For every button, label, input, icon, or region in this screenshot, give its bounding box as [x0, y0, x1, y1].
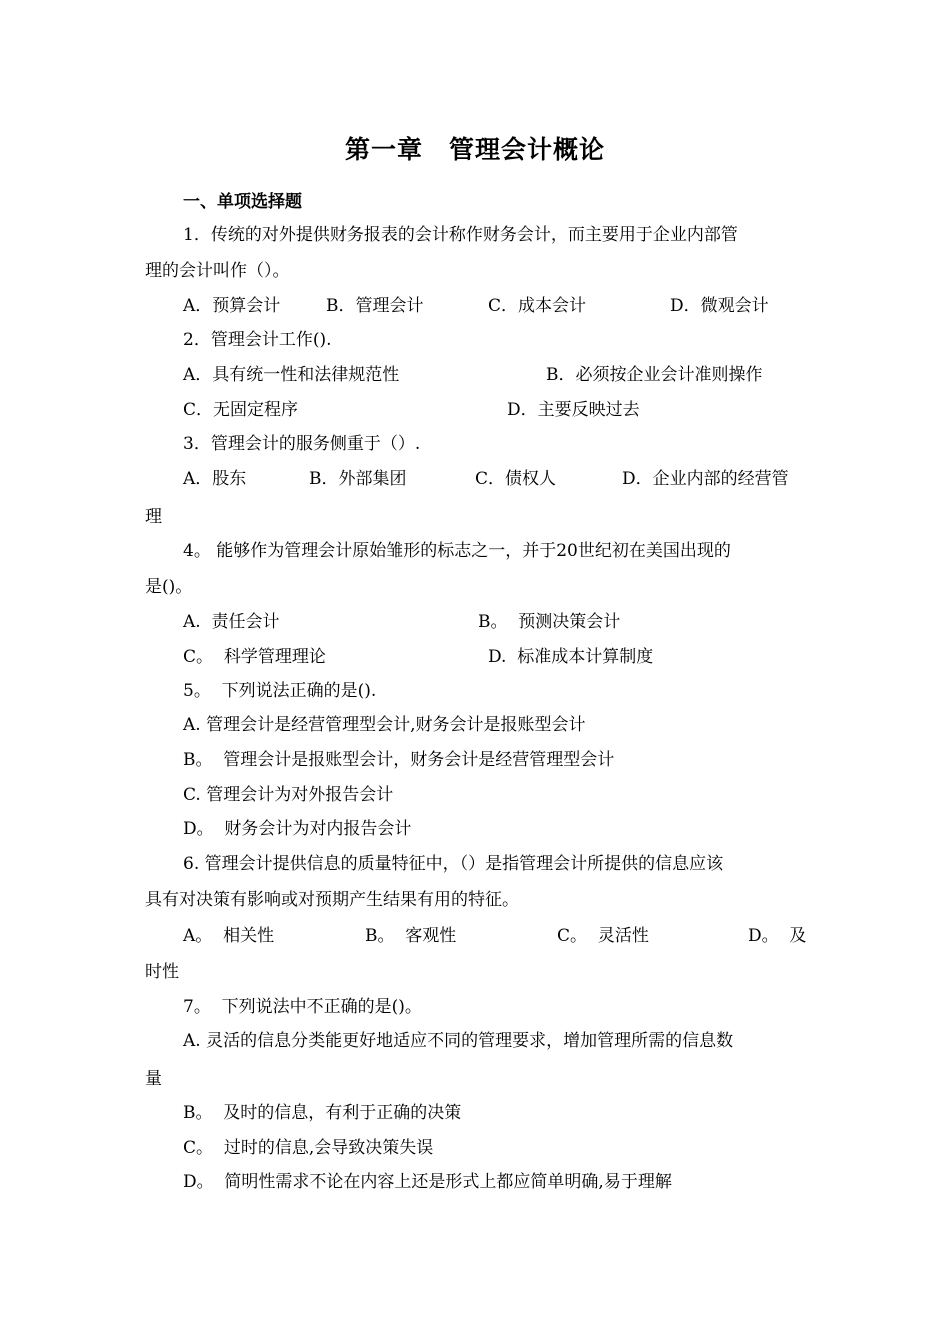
question-6-option-d: D。 及	[748, 926, 807, 946]
question-1-option-b: B．管理会计	[326, 296, 424, 316]
question-3-text: 3．管理会计的服务侧重于（）.	[183, 434, 421, 454]
question-5-option-d: D。 财务会计为对内报告会计	[183, 819, 412, 839]
question-7-option-c: C。 过时的信息,会导致决策失误	[183, 1138, 434, 1158]
question-1-option-d: D．微观会计	[670, 296, 769, 316]
question-3-option-d: D．企业内部的经营管	[622, 469, 789, 489]
question-3-option-b: B．外部集团	[309, 469, 407, 489]
question-2-option-b: B．必须按企业会计准则操作	[546, 365, 763, 385]
question-4-option-b: B。 预测决策会计	[478, 612, 621, 632]
question-4-option-d: D. 标准成本计算制度	[488, 647, 654, 667]
question-1-option-a: A．预算会计	[183, 296, 281, 316]
question-7-text: 7。 下列说法中不正确的是()。	[183, 997, 422, 1017]
question-1-text-cont: 理的会计叫作（）。	[145, 261, 290, 281]
question-5-option-b: B。 管理会计是报账型会计，财务会计是经营管理型会计	[183, 750, 615, 770]
question-4-text-cont: 是()。	[145, 577, 193, 597]
question-4-option-a: A. 责任会计	[183, 612, 280, 632]
question-7-option-a: A. 灵活的信息分类能更好地适应不同的管理要求，增加管理所需的信息数	[183, 1031, 734, 1051]
question-1-text: 1．传统的对外提供财务报表的会计称作财务会计，而主要用于企业内部管	[183, 225, 738, 245]
page-title: 第一章 管理会计概论	[344, 135, 605, 164]
question-6-text: 6. 管理会计提供信息的质量特征中，（）是指管理会计所提供的信息应该	[183, 854, 724, 874]
question-3-option-c: C．债权人	[475, 469, 557, 489]
question-6-text-cont: 具有对决策有影响或对预期产生结果有用的特征。	[145, 890, 519, 910]
question-3-option-d-cont: 理	[145, 507, 162, 527]
question-7-option-b: B。 及时的信息，有利于正确的决策	[183, 1103, 462, 1123]
question-6-option-a: A。 相关性	[183, 926, 275, 946]
question-3-option-a: A．股东	[183, 469, 247, 489]
question-5-option-c: C. 管理会计为对外报告会计	[183, 785, 394, 805]
question-6-option-b: B。 客观性	[365, 926, 457, 946]
question-1-option-c: C．成本会计	[488, 296, 587, 316]
question-2-option-c: C．无固定程序	[183, 400, 299, 420]
question-4-option-c: C。 科学管理理论	[183, 647, 326, 667]
question-6-option-d-cont: 时性	[145, 962, 179, 982]
question-7-option-a-cont: 量	[145, 1069, 162, 1089]
question-2-option-a: A．具有统一性和法律规范性	[183, 365, 400, 385]
question-5-text: 5。 下列说法正确的是().	[183, 681, 377, 701]
question-2-text: 2．管理会计工作().	[183, 330, 332, 350]
question-5-option-a: A. 管理会计是经营管理型会计,财务会计是报账型会计	[183, 715, 586, 735]
question-4-text: 4。 能够作为管理会计原始雏形的标志之一，并于20世纪初在美国出现的	[183, 541, 731, 561]
question-7-option-d: D。 简明性需求不论在内容上还是形式上都应简单明确,易于理解	[183, 1172, 672, 1192]
question-2-option-d: D．主要反映过去	[507, 400, 640, 420]
section-heading: 一、单项选择题	[183, 192, 302, 212]
question-6-option-c: C。 灵活性	[557, 926, 649, 946]
